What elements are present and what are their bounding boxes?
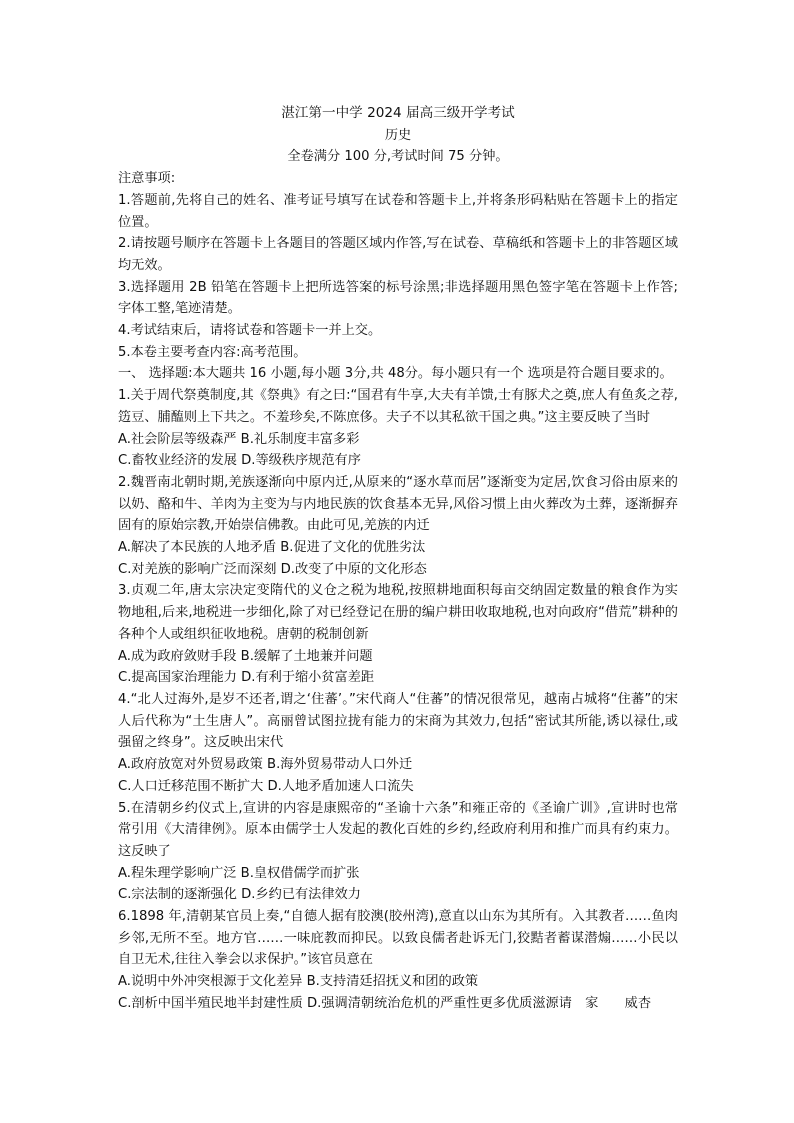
notes-heading: 注意事项:	[118, 171, 176, 187]
question-stem: 1.关于周代祭奠制度,其《祭典》有之曰:“国君有牛享,大夫有羊馈,士有豚犬之奠,庶人有鱼炙之荐,笾豆、脯醢则上下共之。不羞珍矣,不陈庶侈。夫子不以其私欲干国之典。”这主要反映了当时	[118, 388, 678, 425]
question-options-ab: A.程朱理学影响广泛 B.皇权借儒学而扩张	[118, 865, 360, 881]
question-5	[118, 798, 678, 907]
exam-info: 全卷满分 100 分,考试时间 75 分钟。	[287, 149, 509, 165]
question-options-cd: C.提高国家治理能力 D.有利于缩小贫富差距	[118, 670, 375, 686]
question-6	[118, 906, 678, 1015]
question-options-cd: C.宗法制的逐渐强化 D.乡约已有法律效力	[118, 887, 361, 903]
exam-subject: 历史	[384, 127, 412, 143]
question-options-ab: A.成为政府敛财手段 B.缓解了土地兼并问题	[118, 648, 373, 664]
note-item-2: 2.请按题号顺序在答题卡上各题目的答题区域内作答,写在试卷、草稿纸和答题卡上的非答题区域均无效。	[118, 236, 678, 273]
question-3	[118, 580, 678, 689]
question-stem: 3.贞观二年,唐太宗决定变隋代的义仓之税为地税,按照耕地面积每亩交纳固定数量的粮食作为实物地租,后来,地税进一步细化,除了对已经登记在册的编户耕田收取地税,也对向政府“借荒”耕种的各种个人或组织征收地税。唐朝的税制创新	[118, 583, 678, 642]
question-options-cd: C.人口迁移范围不断扩大 D.人地矛盾加速人口流失	[118, 778, 414, 794]
question-4	[118, 689, 678, 798]
section-heading: 一、 选择题:本大题共 16 小题,每小题 3分,共 48分。每小题只有一个 选项是符合题目要求的。	[118, 366, 673, 382]
note-item-1: 1.答题前,先将自己的姓名、准考证号填写在试卷和答题卡上,并将条形码粘贴在答题卡上的指定位置。	[118, 192, 678, 230]
question-stem: 5.在清朝乡约仪式上,宣讲的内容是康熙帝的“圣谕十六条”和雍正帝的《圣谕广训》,宣讲时也常常引用《大清律例》。原本由儒学士人发起的教化百姓的乡约,经政府利用和推广而具有约束力。这反映了	[118, 800, 678, 859]
question-stem: 2.魏晋南北朝时期,羌族逐渐向中原内迁,从原来的“逐水草而居”逐渐变为定居,饮食习俗由原来的以奶、酪和牛、羊肉为主变为与内地民族的饮食基本无异,风俗习惯上由火葬改为土葬，逐渐摒弃固有的原始宗教,开始崇信佛教。由此可见,羌族的内迁	[118, 474, 678, 534]
note-item-4: 4.考试结束后，请将试卷和答题卡一并上交。	[118, 323, 382, 339]
question-2	[118, 472, 678, 581]
question-options-ab: A.说明中外冲突根源于文化差异 B.支持清廷招抚义和团的政策	[118, 974, 479, 990]
note-item-5: 5.本卷主要考查内容:高考范围。	[118, 344, 307, 360]
question-stem: 4.“北人过海外,是岁不还者,谓之‘住蕃’。”宋代商人“住蕃”的情况很常见，越南占城将“住蕃”的宋人后代称为“土生唐人”。高丽曾试图拉拢有能力的宋商为其效力,包括“密试其所能,诱以禄仕,或强留之终身”。这反映出宋代	[118, 691, 678, 751]
question-options-cd: C.剖析中国半殖民地半封建性质 D.强调清朝统治危机的严重性更多优质滋源请 家 威杏	[118, 995, 652, 1011]
question-stem: 6.1898 年,清朝某官员上奏,“自德人据有胶澳(胶州湾),意直以山东为其所有。入其教者……鱼肉乡邻,无所不至。地方官……一味庇教而抑民。以致良儒者赴诉无门,狡黠者蓄谋潜煽……小民以自卫无术,往往入拳会以求保护。”该官员意在	[118, 909, 678, 968]
question-options-cd: C.畜牧业经济的发展 D.等级秩序规范有序	[118, 453, 361, 469]
question-1	[118, 385, 678, 472]
question-options-ab: A.政府放宽对外贸易政策 B.海外贸易带动人口外迁	[118, 757, 413, 773]
exam-page	[118, 103, 678, 1015]
question-options-ab: A.社会阶层等级森严 B.礼乐制度丰富多彩	[118, 431, 360, 447]
question-options-cd: C.对羌族的影响广泛而深刻 D.改变了中原的文化形态	[118, 561, 427, 577]
note-item-3: 3.选择题用 2B 铅笔在答题卡上把所选答案的标号涂黑;非选择题用黑色签字笔在答题卡上作答;字体工整,笔迹清楚。	[118, 279, 678, 317]
exam-title: 湛江第一中学 2024 届高三级开学考试	[281, 105, 515, 121]
question-options-ab: A.解决了本民族的人地矛盾 B.促进了文化的优胜劣汰	[118, 540, 426, 556]
